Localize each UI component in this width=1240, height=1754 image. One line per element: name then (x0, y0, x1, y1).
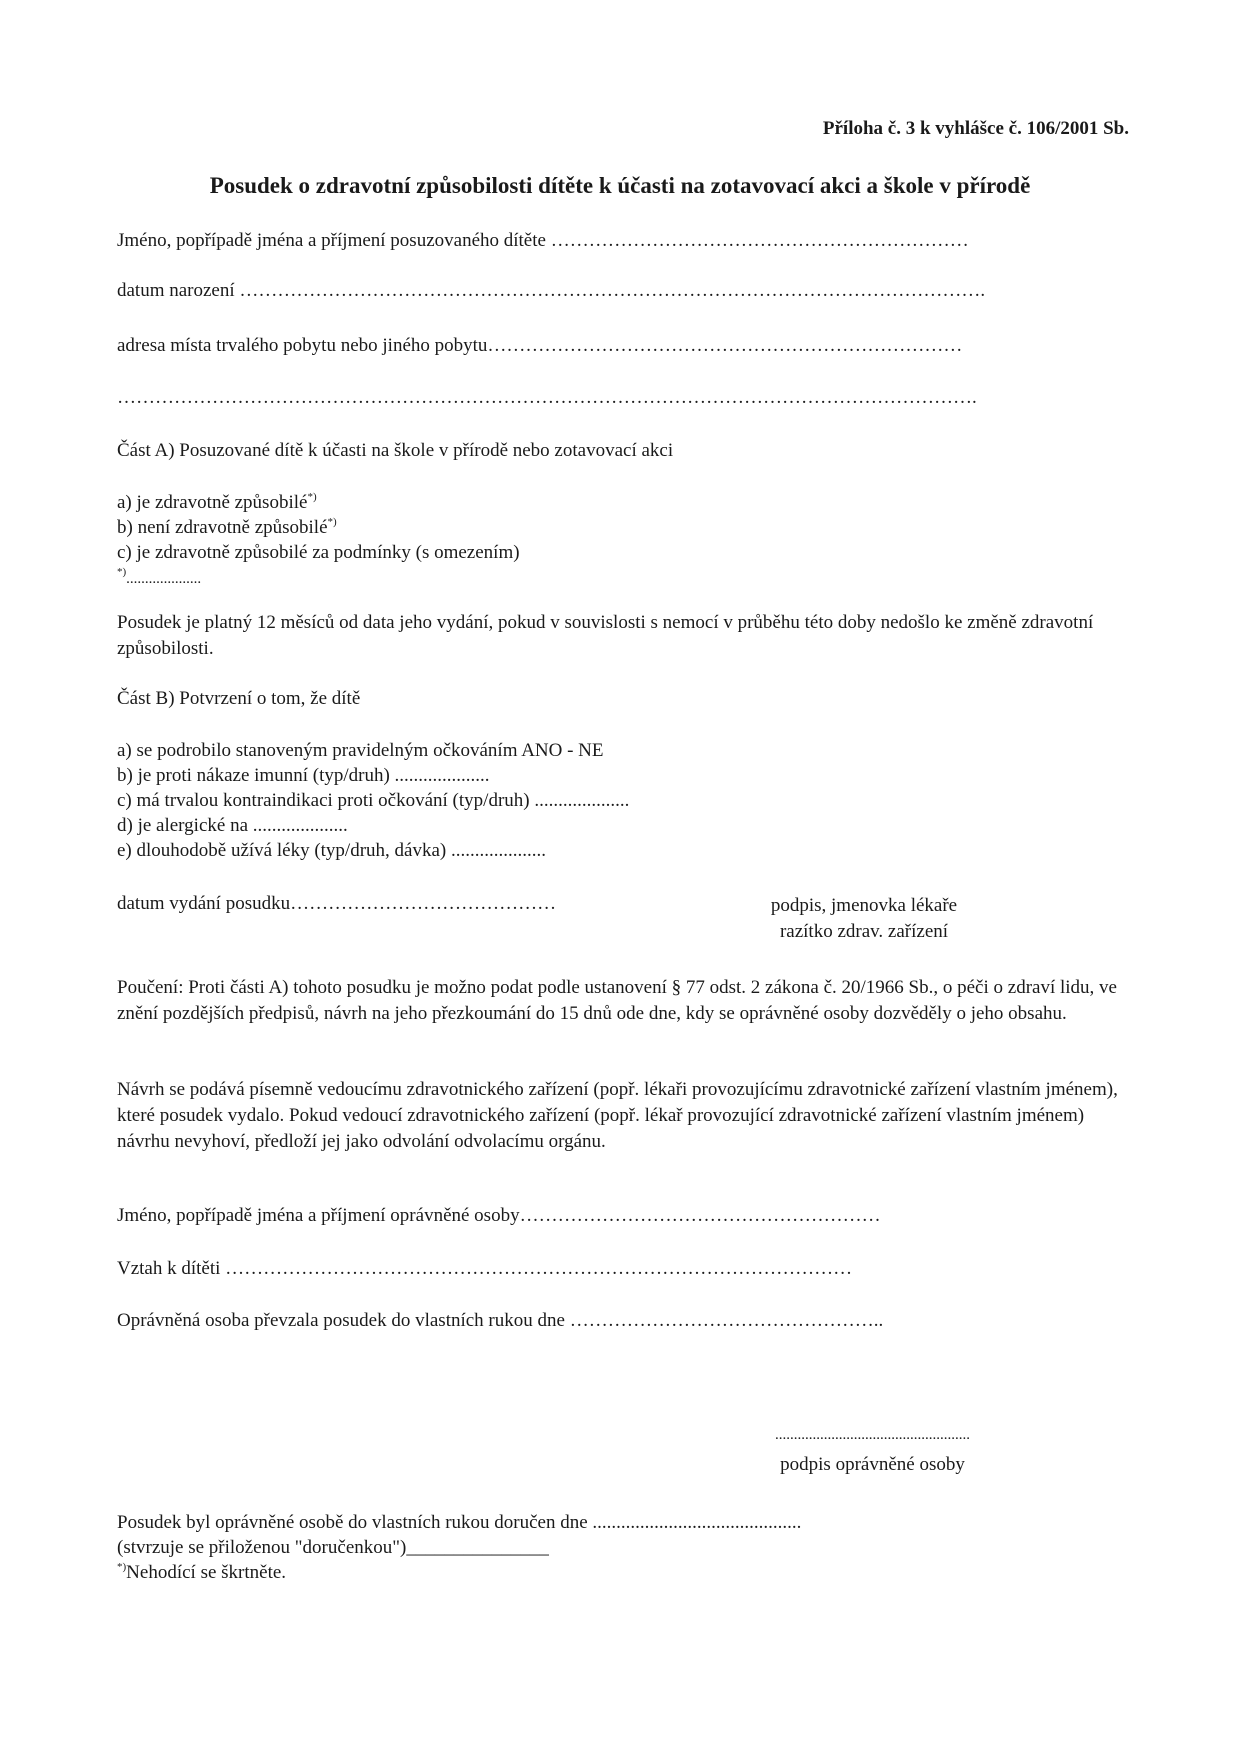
document-title: Posudek o zdravotní způsobilosti dítěte k účasti na zotavovací akci a škole v přírodě (209, 173, 1031, 198)
delivery-section (117, 1510, 801, 1585)
received-date-field[interactable]: Oprávněná osoba převzala posudek do vlastních rukou dne ………………………………………….. (117, 1310, 884, 1331)
footnote-mark: *) (307, 491, 317, 503)
allergy-item[interactable]: d) je alergické na .................... (117, 815, 348, 836)
part-b-heading: Část B) Potvrzení o tom, že dítě (117, 688, 361, 709)
delivery-receipt-note: (stvrzuje se přiloženou "doručenkou")_______________ (117, 1537, 549, 1558)
facility-stamp-label: razítko zdrav. zařízení (779, 921, 949, 942)
part-b-items (117, 738, 629, 863)
authorized-signature-line[interactable]: .................................................... (775, 1427, 970, 1443)
authorized-person-name-field[interactable]: Jméno, popřípadě jména a příjmení oprávněné osoby………………………………………………… (117, 1205, 881, 1226)
authorized-signature-block (735, 1420, 1010, 1480)
option-conditional-detail[interactable]: *).................... (117, 566, 202, 587)
footnote-mark: *) (117, 566, 127, 578)
issue-date-field[interactable]: datum vydání posudku…………………………………… (117, 893, 557, 914)
vaccination-item[interactable]: a) se podrobilo stanoveným pravidelným očkováním ANO - NE (117, 740, 604, 761)
medication-item[interactable]: e) dlouhodobě užívá léky (typ/druh, dávka) .................... (117, 840, 546, 861)
appeal-procedure: Návrh se podává písemně vedoucímu zdravotnického zařízení (popř. lékaři provozujícímu zdravotnické zařízení vlastním jménem), které posudek vydalo. Pokud vedoucí zdravotnického zařízení (popř. lékař provozující zdravotnické zařízení vlastním jménem) návrhu nevyhoví, předloží jej jako odvolání odvolacímu orgánu. (117, 1079, 1118, 1152)
part-a-options (117, 490, 520, 592)
part-a-heading: Část A) Posuzované dítě k účasti na škole v přírodě nebo zotavovací akci (117, 440, 674, 461)
contraindication-item[interactable]: c) má trvalou kontraindikaci proti očkování (typ/druh) .................... (117, 790, 630, 811)
child-name-field[interactable]: Jméno, popřípadě jména a příjmení posuzovaného dítěte ………………………………………………………… (117, 230, 969, 251)
option-conditional[interactable]: c) je zdravotně způsobilé za podmínky (s omezením) (117, 542, 520, 563)
validity-note: Posudek je platný 12 měsíců od data jeho vydání, pokud v souvislosti s nemocí v průběhu této doby nedošlo ke změně zdravotní způsobilosti. (117, 612, 1094, 659)
doctor-signature-block (754, 893, 974, 945)
annex-reference: Příloha č. 3 k vyhlášce č. 106/2001 Sb. (822, 118, 1129, 139)
footnote-mark: *) (327, 516, 337, 528)
relation-field[interactable]: Vztah k dítěti ……………………………………………………………………………………… (117, 1258, 853, 1279)
birth-date-field[interactable]: datum narození ………………………………………………………………………………………………………. (117, 280, 986, 301)
delivery-date-field[interactable]: Posudek byl oprávněné osobě do vlastních rukou doručen dne ............................................ (117, 1512, 802, 1533)
doctor-signature-label: podpis, jmenovka lékaře (770, 895, 958, 916)
authorized-signature-label: podpis oprávněné osoby (780, 1454, 965, 1475)
option-unfit[interactable]: b) není zdravotně způsobilé*) (117, 516, 337, 538)
footnote-mark: *) (117, 1561, 127, 1573)
option-fit[interactable]: a) je zdravotně způsobilé*) (117, 491, 317, 513)
address-continuation-field[interactable]: ………………………………………………………………………………………………………………………. (117, 387, 977, 408)
footnote: *)Nehodící se škrtněte. (117, 1561, 287, 1583)
immunity-item[interactable]: b) je proti nákaze imunní (typ/druh) .................... (117, 765, 490, 786)
address-field[interactable]: adresa místa trvalého pobytu nebo jiného pobytu………………………………………………………………… (117, 335, 963, 356)
appeal-notice: Poučení: Proti části A) tohoto posudku je možno podat podle ustanovení § 77 odst. 2 zákona č. 20/1966 Sb., o péči o zdraví lidu, ve znění pozdějších předpisů, návrh na jeho přezkoumání do 15 dnů ode dne, kdy se oprávněné osoby dozvěděly o jeho obsahu. (117, 977, 1117, 1024)
